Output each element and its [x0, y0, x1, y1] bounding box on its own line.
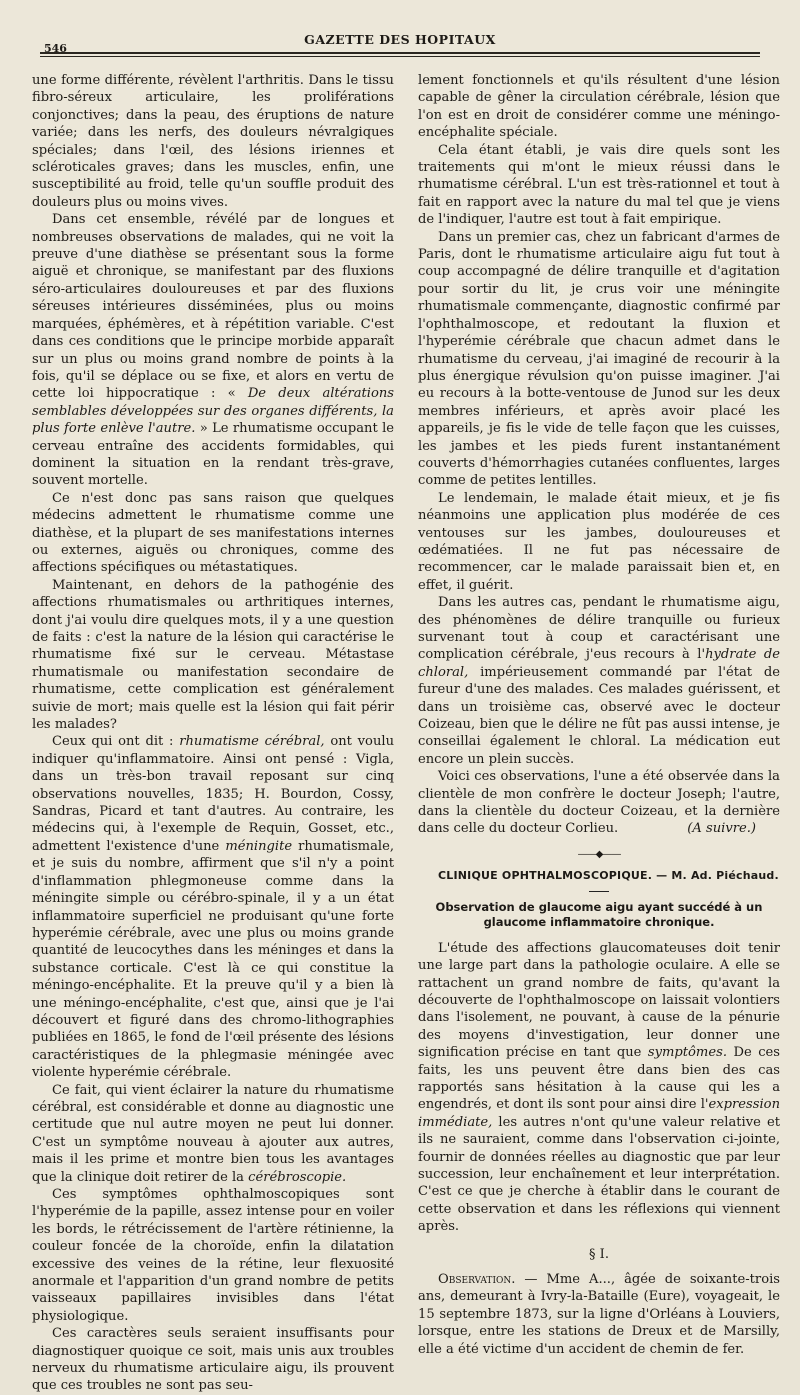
header-rule	[40, 52, 760, 54]
page-number: 546	[44, 42, 67, 55]
paragraph: Ceux qui ont dit : rhumatisme cérébral, ont voulu indiquer qu'inflammatoire. Ainsi ont pensé : Vigla, dans un très-bon travail reposant sur cinq observations nouvelles, 1835; H. Bourdon, Cossy, Sandras, Picard et tant d'autres. Au contraire, les médecins qui, à l'exemple de Requin, Gosset, etc., admettent l'existence d'une méningite rhumatismale, et je suis du nombre, affirment que s'il n'y a point d'inflammation phlegmoneuse comme dans la méningite simple ou cérébro-spinale, il y a un état inflammatoire superficiel ne produisant qu'une forte hyperémie cérébrale, avec une plus ou moins grande quantité de leucocythes dans les méninges et dans la substance corticale. C'est là ce qui constitue la méningo-encéphalite. Et la preuve qu'il y a bien là une méningo-encéphalite, c'est que, ainsi que je l'ai découvert et figuré dans des chromo-lithographies publiées en 1865, le fond de l'œil présente des lésions caractéristiques de la phlegmasie méningée avec violente hyperémie cérébrale.	[32, 734, 394, 1081]
paragraph: Le lendemain, le malade était mieux, et je fis néanmoins une application plus modérée de ces ventouses sur les jambes, douloureuses et œdématiées. Il ne fut pas nécessaire de recommencer, car le malade paraissait bien et, en effet, il guérit.	[418, 490, 780, 593]
paragraph: Ces symptômes ophthalmoscopiques sont l'hyperémie de la papille, assez intense pour en voiler les bords, le rétrécissement de l'artère rétinienne, la couleur foncée de la choroïde, enfin la dilatation excessive des veines de la rétine, leur flexuosité anormale et l'apparition d'un grand nombre de petits vaisseaux papillaires invisibles dans l'état physiologique.	[32, 1187, 394, 1324]
paragraph: Ces caractères seuls seraient insuffisants pour diagnostiquer quoique ce soit, mais unis aux troubles nerveux du rhumatisme articulaire aigu, ils prouvent que ces troubles ne sont pas seu-	[32, 1326, 394, 1394]
page-header	[0, 26, 800, 66]
paragraph: Maintenant, en dehors de la pathogénie des affections rhumatismales ou arthritiques internes, dont j'ai voulu dire quelques mots, il y a une question de faits : c'est la nature de la lésion qui caractérise le rhumatisme fixé sur le cerveau. Métastase rhumatismale ou manifestation secondaire de rhumatisme, cette complication est généralement suivie de mort; mais quelle est la lésion qui fait périr les malades?	[32, 577, 394, 733]
to-be-continued: (A suivre.)	[687, 821, 756, 837]
paragraph: Dans un premier cas, chez un fabricant d'armes de Paris, dont le rhumatisme articulaire aigu fut tout à coup accompagné de délire tranquille et d'agitation pour sortir du lit, je crus voir une méningite rhumatismale commençante, diagnostic confirmé par l'ophthalmoscope, et redoutant la fluxion et l'hyperémie cérébrale que chacun admet dans le rhumatisme du cerveau, j'ai imaginé de recourir à la plus énergique révulsion qu'on puisse imaginer. J'ai eu recours à la botte-ventouse de Junod sur les deux membres inférieurs, et après avoir placé les appareils, je fis le vide de telle façon que les cuisses, les jambes et les pieds furent instantanément couverts d'hémorrhagies cutanées confluentes, larges comme de petites lentilles.	[418, 229, 780, 489]
paragraph: Dans cet ensemble, révélé par de longues et nombreuses observations de malades, qui ne voit la preuve d'une diathèse se présentant sous la forme aiguë et chronique, se manifestant par des fluxions séro-articulaires douloureuses et par des fluxions séreuses intérieures disséminées, plus ou moins marquées, éphémères, et à répétition variable. C'est dans ces conditions que le principe morbide apparaît sur un plus ou moins grand nombre de points à la fois, qu'il se déplace ou se fixe, et alors en vertu de cette loi hippocratique : « De deux altérations semblables développées sur des organes différents, la plus forte enlève l'autre. » Le rhumatisme occupant le cerveau entraîne des accidents formidables, qui dominent la situation en la rendant très-grave, souvent mortelle.	[32, 212, 395, 489]
paragraph: Dans les autres cas, pendant le rhumatisme aigu, des phénomènes de délire tranquille ou furieux survenant tout à coup et caractérisant une complication cérébrale, j'eus recours à l'hydrate de chloral, impérieusement commandé par l'état de fureur d'une des malades. Ces malades guérissent, et dans un troisième cas, observé avec le docteur Coizeau, bien que le délire ne fût pas aussi intense, je conseillai également le chloral. La médication eut encore un plein succès.	[418, 595, 780, 767]
left-column	[32, 72, 394, 1395]
section-mark: § I.	[589, 1246, 609, 1262]
paragraph: une forme différente, révèlent l'arthritis. Dans le tissu fibro-séreux articulaire, les proliférations conjonctives; dans la peau, des éruptions de nature variée; dans les nerfs, des douleurs névralgiques spéciales; dans l'œil, des lésions iriennes et scléroticales graves; dans les muscles, enfin, une susceptibilité au froid, telle qu'un souffle produit des douleurs plus ou moins vives.	[32, 73, 394, 210]
paragraph: Voici ces observations, l'une a été observée dans la clientèle de mon confrère le docteur Joseph; l'autre, dans la clientèle du docteur Coizeau, et la dernière dans celle du docteur Corlieu. (A suivre.)	[418, 769, 780, 837]
paragraph: Observation. — Mme A..., âgée de soixante-trois ans, demeurant à Ivry-la-Bataille (Eure), voyageait, le 15 septembre 1873, sur la ligne d'Orléans à Louviers, lorsque, entre les stations de Dreux et de Marsilly, elle a été victime d'un accident de chemin de fer.	[418, 1272, 780, 1357]
observation-title: Observation de glaucome aigu ayant succédé à un glaucome inflammatoire chronique.	[435, 899, 763, 929]
paragraph: Cela étant établi, je vais dire quels sont les traitements qui m'ont le mieux réussi dans le rhumatisme cérébral. L'un est très-rationnel et tout à fait en rapport avec la nature du mal tel que je viens de l'indiquer, l'autre est tout à fait empirique.	[418, 142, 780, 228]
section-divider: ——◆——	[577, 848, 621, 860]
paragraph: Ce fait, qui vient éclairer la nature du rhumatisme cérébral, est considérable et donne au diagnostic une certitude que nul autre moyen ne peut lui donner. C'est un symptôme nouveau à ajouter aux autres, mais il les prime et montre bien tous les avantages que la clinique doit retirer de la cérébroscopie.	[32, 1082, 394, 1185]
header-rule-thin	[40, 56, 760, 57]
paragraph: L'étude des affections glaucomateuses doit tenir une large part dans la pathologie oculaire. A elle se rattachent un grand nombre de faits, qu'avant la découverte de l'ophthalmoscope on laissait volontiers dans l'isolement, ne pouvant, à cause de la pénurie des moyens d'investigation, leur donner une signification précise en tant que symptômes. De ces faits, les uns peuvent être dans bien des cas rapportés sans hésitation à la cause qui les a engendrés, et dont ils sont pour ainsi dire l'expression immédiate, les autres n'ont qu'une valeur relative et ils ne sauraient, comme dans l'observation ci-jointe, fournir de données réelles au diagnostic que par leur succession, leur enchaînement et leur interprétation. C'est ce que je cherche à établir dans le courant de cette observation et dans les réflexions qui viennent après.	[418, 940, 781, 1235]
section-title: CLINIQUE OPHTHALMOSCOPIQUE. — M. Ad. Piéchaud.	[438, 869, 779, 883]
paragraph: Ce n'est donc pas sans raison que quelques médecins admettent le rhumatisme comme une diathèse, et la plupart de ses manifestations internes ou externes, aiguës ou chroniques, comme des affections spécifiques ou métastatiques.	[32, 490, 394, 576]
paragraph: lement fonctionnels et qu'ils résultent d'une lésion capable de gêner la circulation cérébrale, lésion que l'on est en droit de considérer comme une méningo-encéphalite spéciale.	[418, 73, 780, 141]
observation-lead: Observation.	[438, 1272, 516, 1287]
title-rule	[589, 891, 609, 892]
hippocratic-quote: De deux altérations semblables développées sur des organes différents, la plus forte enlève l'autre.	[32, 386, 394, 437]
right-column	[418, 72, 780, 1358]
running-title: GAZETTE DES HOPITAUX	[304, 32, 496, 47]
